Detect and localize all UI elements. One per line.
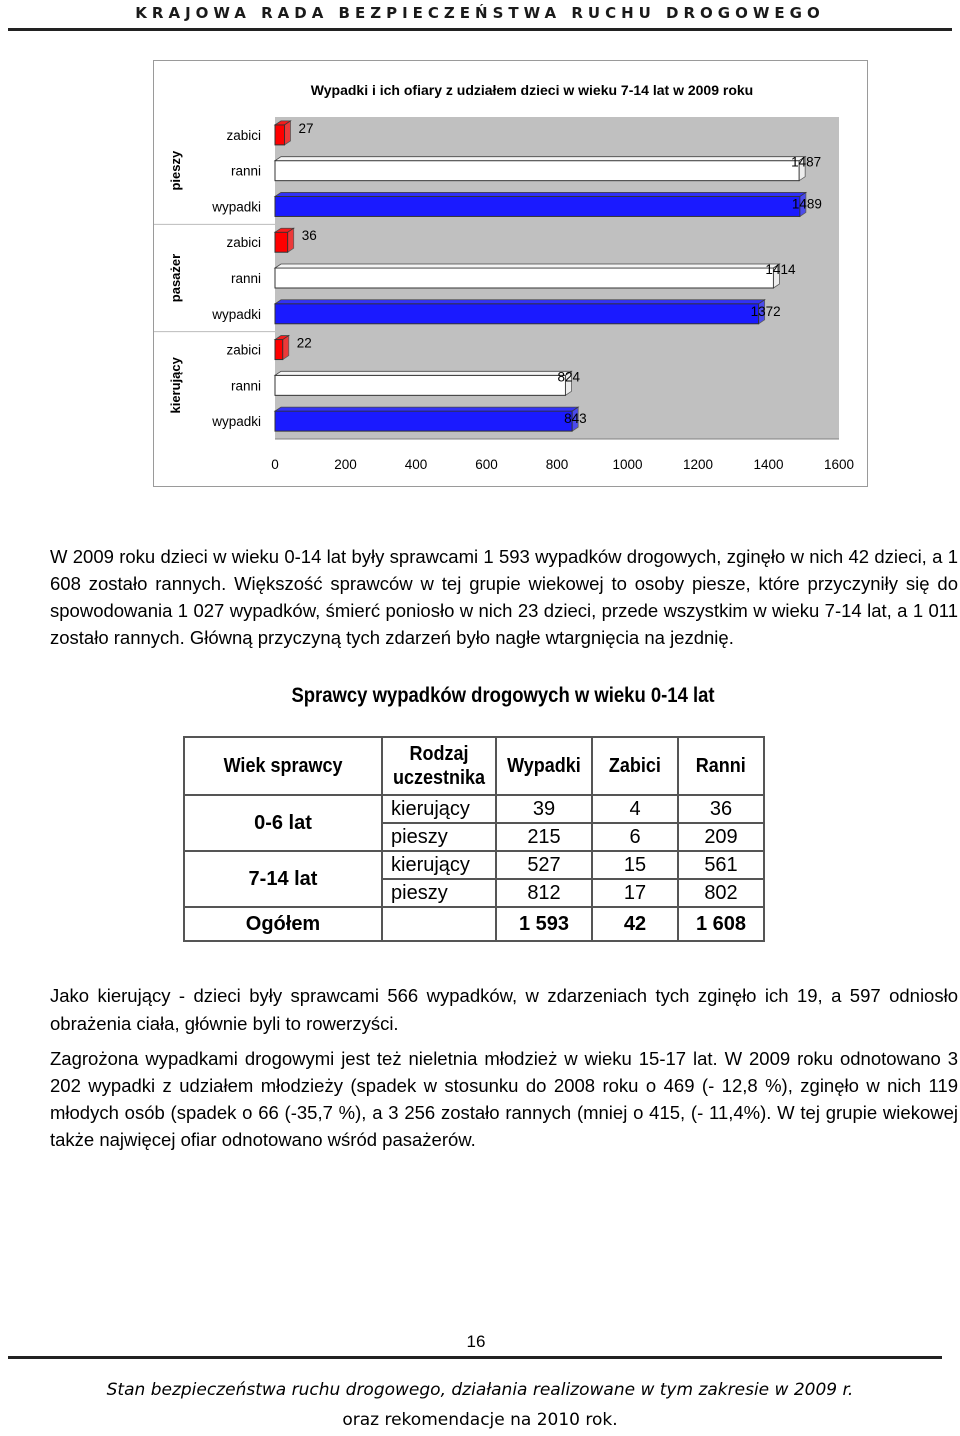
header-rule (8, 28, 952, 31)
category-label: zabici (226, 342, 261, 358)
group-label: pasażer (168, 253, 183, 303)
accidents-cell: 812 (496, 879, 592, 907)
age-cell: 7-14 lat (184, 851, 382, 907)
paragraph-youth: Zagrożona wypadkami drogowymi jest też nieletnia młodzież w wieku 15-17 lat. W 2009 roku odnotowano 3 202 wypadki z udziałem młodzieży (spadek w stosunku do 2008 roku o 469 (- 12,8 %), zginęło w nich 119 młodych osób (spadek o 66 (-35,7 %), a 3 256 zostało rannych (mniej o 415, (- 11,4%). W tej grupie wiekowej także najwięcej ofiar odnotowano wśród pasażerów. (50, 1048, 958, 1150)
bar-side (285, 121, 291, 145)
data-label: 1372 (750, 303, 781, 319)
category-label: zabici (226, 127, 261, 143)
injured-cell: 209 (678, 823, 764, 851)
table-title: Sprawcy wypadków drogowych w wieku 0-14 lat (291, 684, 715, 707)
footer-rule (8, 1356, 942, 1359)
bar (275, 411, 572, 431)
killed-cell: 6 (592, 823, 678, 851)
injured-cell: 36 (678, 795, 764, 823)
x-tick-label: 1600 (823, 457, 855, 472)
total-killed: 42 (592, 907, 678, 941)
header-type: Rodzaj uczestnika (382, 737, 496, 795)
group-label: kierujący (168, 357, 183, 414)
accidents-cell: 215 (496, 823, 592, 851)
header-age: Wiek sprawcy (184, 737, 382, 795)
x-tick-label: 0 (271, 457, 279, 472)
killed-cell: 17 (592, 879, 678, 907)
page-number: 16 (466, 1332, 486, 1351)
bar (275, 268, 773, 288)
data-label: 22 (296, 335, 312, 351)
data-label: 824 (557, 369, 580, 385)
type-cell: pieszy (382, 879, 496, 907)
bar (275, 304, 759, 324)
category-label: wypadki (212, 306, 261, 322)
bar-top (275, 300, 765, 304)
table-row (184, 851, 764, 879)
bar (275, 340, 283, 360)
bar-chart (154, 61, 867, 486)
data-label: 27 (298, 120, 314, 136)
x-tick-label: 200 (334, 457, 357, 472)
type-cell: pieszy (382, 823, 496, 851)
total-label: Ogółem (184, 907, 382, 941)
total-empty (382, 907, 496, 941)
bar-top (275, 157, 805, 161)
header-injured: Ranni (678, 737, 764, 795)
x-tick-label: 600 (475, 457, 498, 472)
x-tick-label: 400 (404, 457, 428, 472)
footer-line-1: Stan bezpieczeństwa ruchu drogowego, działania realizowane w tym zakresie w 2009 r. (106, 1380, 854, 1400)
data-label: 1414 (765, 262, 796, 277)
bar (275, 125, 285, 145)
paragraph-drivers: Jako kierujący - dzieci były sprawcami 566 wypadków, w zdarzeniach tych zginęło ich 19, a 597 odniosło obrażenia ciała, głównie byli to rowerzyści. (50, 985, 958, 1034)
header-accidents: Wypadki (496, 737, 592, 795)
document-header: KRAJOWA RADA BEZPIECZEŃSTWA RUCHU DROGOWEGO (135, 4, 825, 22)
category-label: wypadki (212, 414, 261, 430)
data-label: 36 (301, 228, 317, 244)
x-tick-label: 1200 (682, 457, 714, 472)
killed-cell: 4 (592, 795, 678, 823)
total-injured: 1 608 (678, 907, 764, 941)
chart-title: Wypadki i ich ofiary z udziałem dzieci w wieku 7-14 lat w 2009 roku (310, 82, 754, 98)
type-cell: kierujący (382, 851, 496, 879)
data-label: 1489 (791, 196, 822, 212)
accidents-cell: 39 (496, 795, 592, 823)
bar (275, 375, 565, 395)
type-cell: kierujący (382, 795, 496, 823)
data-label: 843 (564, 411, 587, 427)
accidents-cell: 527 (496, 851, 592, 879)
bar-top (275, 371, 571, 375)
bar-side (283, 336, 289, 360)
total-row (184, 907, 764, 941)
paragraph-children-offenders: W 2009 roku dzieci w wieku 0-14 lat były sprawcami 1 593 wypadków drogowych, zginęło w nich 42 dzieci, a 1 608 zostało rannych. Większość sprawców w tej grupie wiekowej to osoby piesze, które przyczyniły się do spowodowania 1 027 wypadków, śmierć poniosło w nich 23 dzieci, przede wszystkim w wieku 7-14 lat, a 1 011 zostało rannych. Główną przyczyną tych zdarzeń było nagłe wtargnięcia na jezdnię. (50, 546, 958, 648)
x-tick-label: 1400 (753, 457, 784, 472)
bar (275, 196, 800, 216)
bar (275, 232, 288, 252)
bar-top (275, 264, 779, 268)
x-tick-label: 1000 (612, 457, 643, 472)
table-row (184, 795, 764, 823)
injured-cell: 561 (678, 851, 764, 879)
data-label: 1487 (791, 154, 822, 170)
category-label: ranni (230, 271, 261, 286)
header-killed: Zabici (592, 737, 678, 795)
category-label: ranni (230, 163, 261, 179)
category-label: zabici (226, 235, 261, 251)
bar-top (275, 192, 806, 196)
category-label: wypadki (212, 199, 261, 215)
killed-cell: 15 (592, 851, 678, 879)
bar (275, 161, 799, 181)
bar-side (288, 228, 294, 252)
total-accidents: 1 593 (496, 907, 592, 941)
injured-cell: 802 (678, 879, 764, 907)
group-label: pieszy (168, 150, 183, 191)
age-cell: 0-6 lat (184, 795, 382, 851)
footer-line-2: oraz rekomendacje na 2010 rok. (342, 1410, 618, 1430)
bar-top (275, 407, 578, 411)
chart-container (153, 60, 868, 487)
offenders-table (183, 736, 765, 942)
x-tick-label: 800 (545, 457, 569, 472)
category-label: ranni (230, 378, 261, 394)
